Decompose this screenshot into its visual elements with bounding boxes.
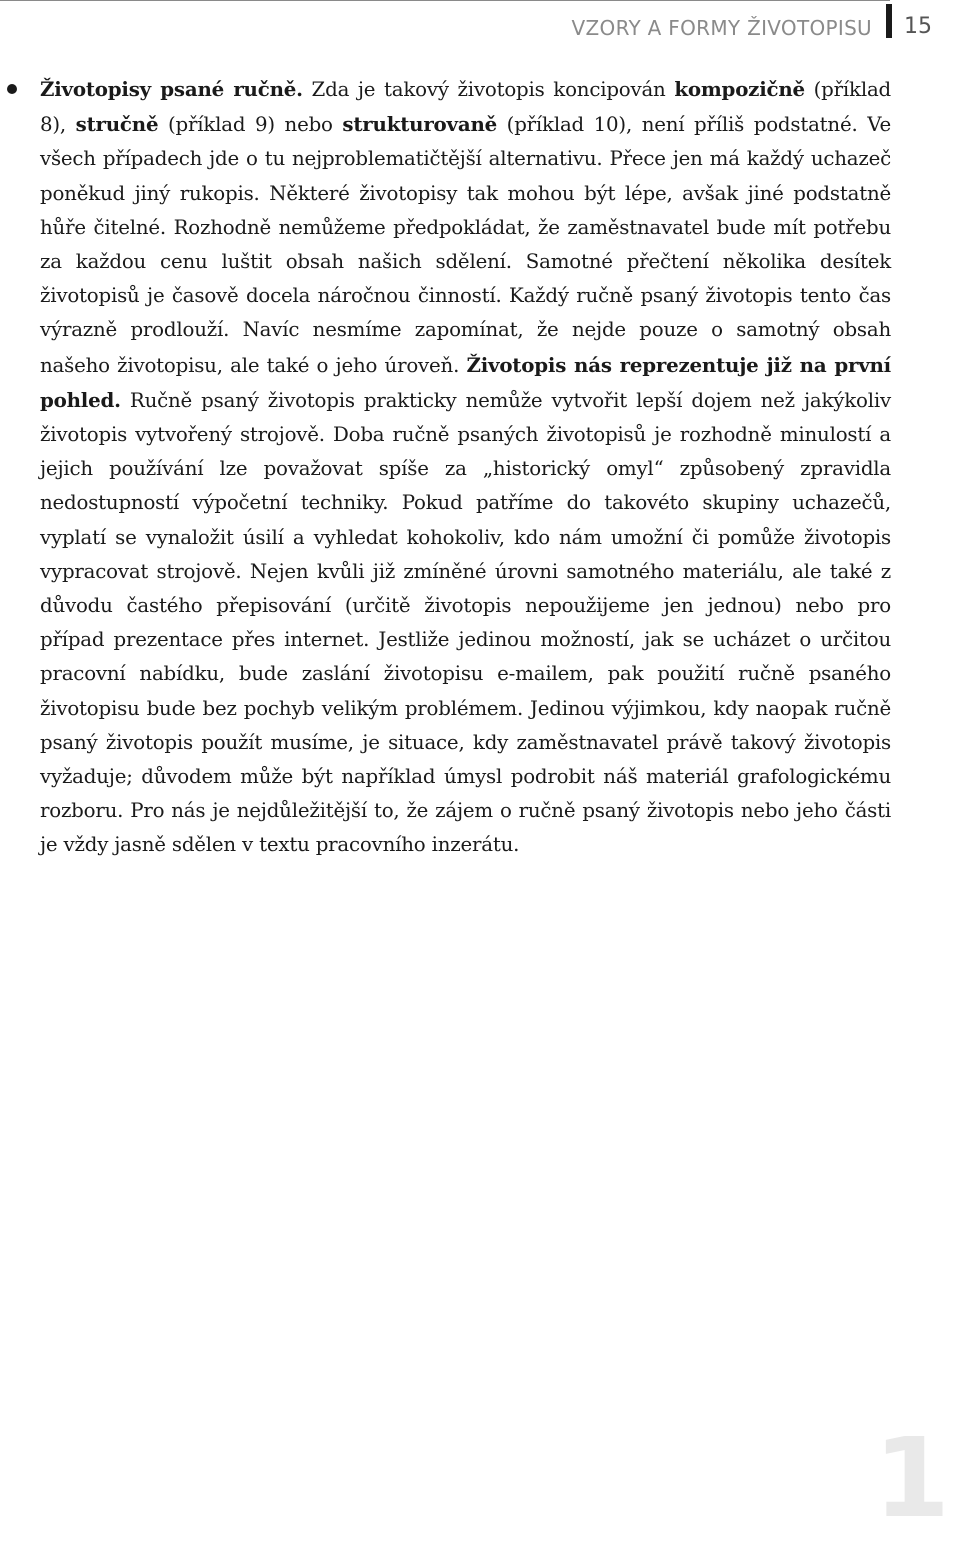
text-segment: (příklad 10), není příliš podstatné. Ve všech případech jde o tu nejproblematičtější alternativu. Přece jen má každý uchazeč poněkud jiný rukopis. Některé životopisy tak mohou být lépe, avšak jiné podstatně hůře čitelné. Rozhodně nemůžeme předpokládat, že zaměstnavatel bude mít potřebu za každou cenu luštit obsah našich sdělení. Samotné přečtení několika desítek životopisů je časově docela náročnou činností. Každý ručně psaný životopis tento čas výrazně prodlouží. Navíc nesmíme zapomínat, že nejde pouze o samotný obsah našeho životopisu, ale také o jeho úroveň.: [40, 113, 891, 377]
emphasis-strucne: stručně: [75, 112, 159, 137]
text-segment: Zda je takový životopis koncipován: [302, 78, 675, 101]
chapter-mark: [873, 1414, 960, 1542]
text-segment: Ručně psaný životopis prakticky nemůže vytvořit lepší dojem než jakýkoliv životopis vytvořený strojově. Doba ručně psaných životopisů je rozhodně minulostí a jejich používání lze považovat spíše za „historický omyl“ způsobený zpravidla nedostupností výpočetní techniky. Pokud patříme do takovéto skupiny uchazečů, vyplatí se vynaložit úsilí a vyhledat kohokoliv, kdo nám umožní či pomůže životopis vypracovat strojově. Nejen kvůli již zmíněné úrovni samotného materiálu, ale také z důvodu častého přepisování (určitě životopis nepoužijeme jen jednou) nebo pro případ prezentace přes internet. Jestliže jedinou možností, jak se ucházet o určitou pracovní nabídku, bude zaslání životopisu e-mailem, pak použití ručně psaného životopisu bude bez pochyb velikým problémem. Jedinou výjimkou, kdy naopak ručně psaný životopis použít musíme, je situace, kdy zaměstnavatel právě takový životopis vyžaduje; důvodem může být například úmysl podrobit náš materiál grafologickému rozboru. Pro nás je nejdůležitější to, že zájem o ručně psaný životopis nebo jeho části je vždy jasně sdělen v textu pracovního inzerátu.: [40, 388, 891, 857]
text-segment: (příklad 9) nebo: [158, 113, 343, 137]
chapter-number: 1: [873, 1414, 950, 1542]
text-segment: (příklad 8),: [40, 78, 891, 137]
paragraph-handwritten-cv: [40, 72, 891, 863]
running-title: VZORY A FORMY ŽIVOTOPISU: [571, 16, 872, 40]
emphasis-strukturovane: strukturovaně: [342, 112, 498, 137]
header-rule: [0, 0, 890, 1]
emphasis-key-statement: Životopis nás reprezentuje již na první pohled.: [40, 352, 891, 412]
main-content: [40, 72, 891, 863]
lead-term: Životopisy psané ručně.: [40, 77, 303, 101]
page-number: 15: [904, 14, 932, 39]
bullet-icon: [7, 84, 17, 94]
header-bar: [886, 4, 892, 38]
emphasis-kompozicne: kompozičně: [674, 77, 805, 101]
